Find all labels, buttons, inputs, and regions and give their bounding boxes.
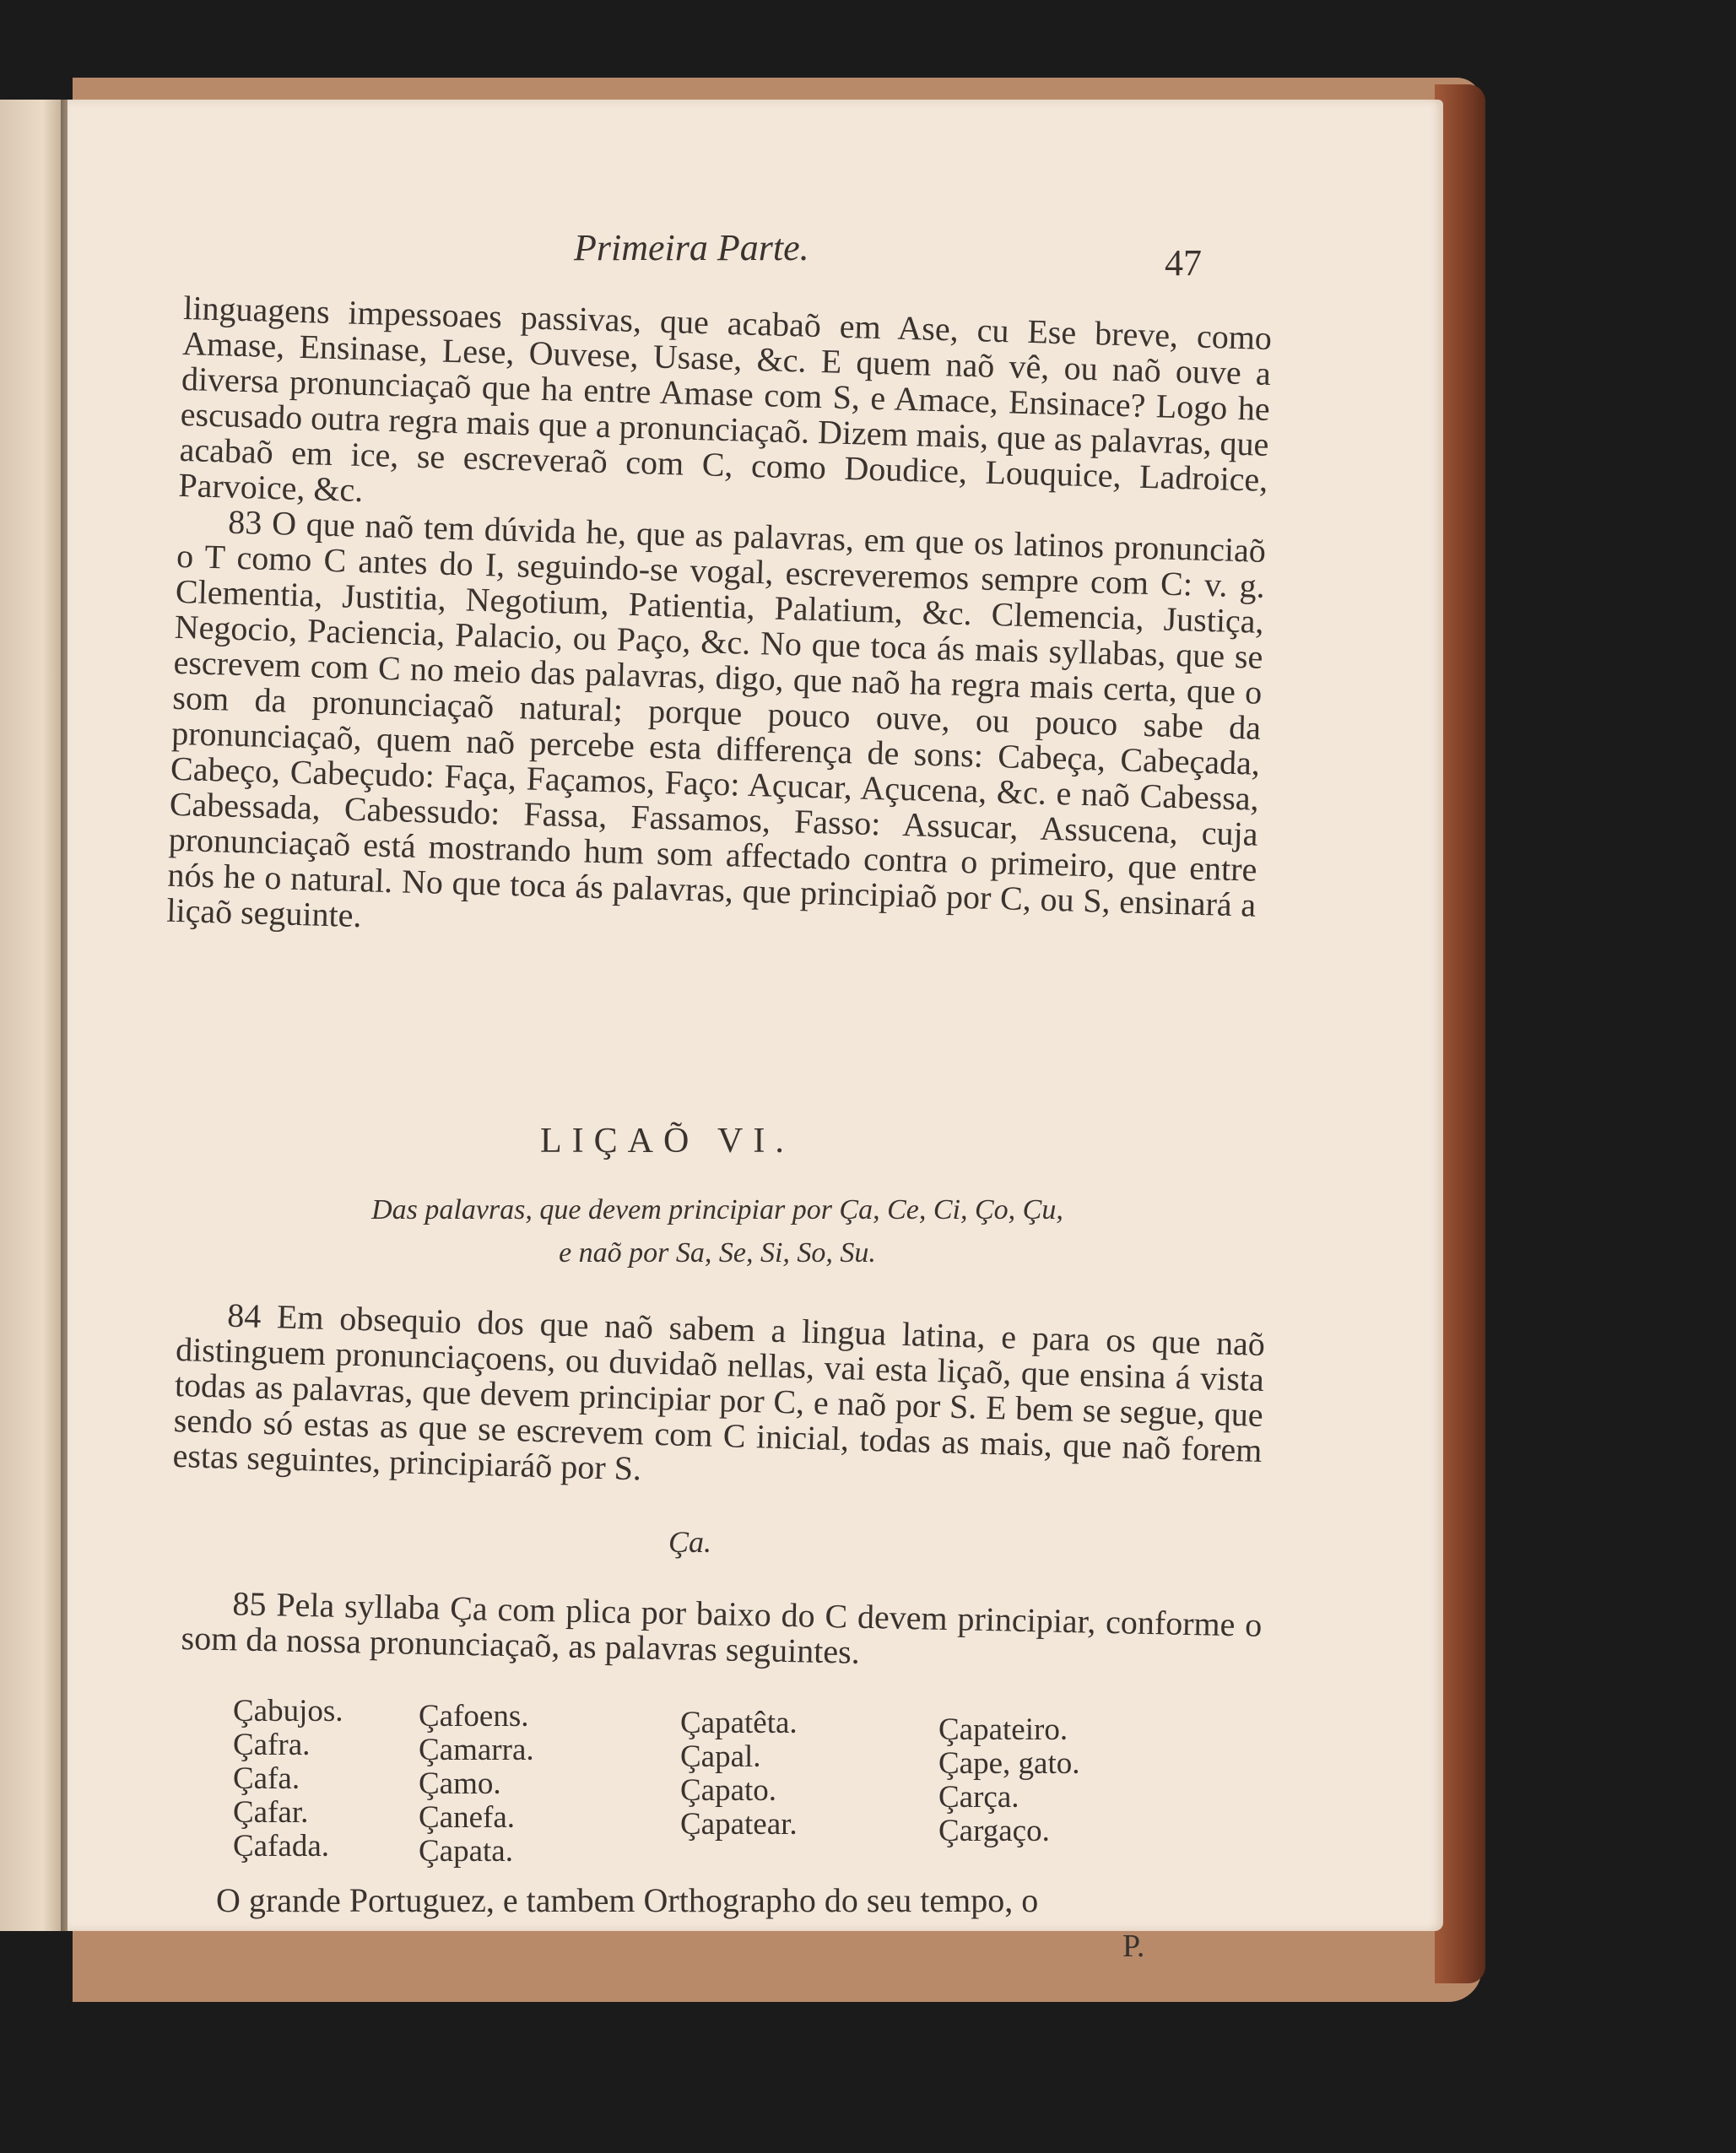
word-column (680, 1707, 798, 1842)
page-number: 47 (1165, 242, 1202, 284)
word-item: Çabujos. (233, 1694, 343, 1728)
word-item: Çarça. (938, 1779, 1019, 1815)
paragraph-84: 84 Em obsequio dos que naõ sabem a lingua latina, e para os que naõ distinguem pronunciaçoens, ou duvidaõ nellas, vai esta liçaõ, que ensina á vista todas as palavras, que devem principiar por C, e naõ por S. E bem se segue, que sendo só estas as que se escrevem com C inicial, todas as mais, que naõ forem estas seguintes, principiaráõ por S. (172, 1296, 1266, 1488)
facing-page-edge (0, 100, 61, 1931)
word-column (419, 1700, 534, 1869)
body-text-middle (172, 1296, 1265, 1504)
catchword: P. (1122, 1929, 1145, 1964)
section-mark: Ça. (668, 1525, 712, 1559)
word-item: Çamo. (419, 1766, 501, 1801)
word-item: Çapata. (419, 1833, 513, 1869)
word-item: Çanefa. (419, 1799, 516, 1835)
word-item: Çafada. (233, 1828, 330, 1864)
lesson-subtitle-line-1: Das palavras, que devem principiar por Ça, Ce, Ci, Ço, Çu, (371, 1194, 1063, 1225)
book-page (68, 100, 1443, 1964)
lesson-subtitle (211, 1188, 1224, 1274)
word-item: Çafoens. (419, 1699, 529, 1734)
page-header (68, 226, 1443, 285)
word-item: Çapato. (680, 1772, 777, 1808)
paragraph-85: 85 Pela syllaba Ça com plica por baixo do C devem principiar, conforme o som da nossa pronunciaçaõ, as palavras seguintes. (181, 1584, 1263, 1671)
word-item: Çapal. (680, 1739, 761, 1774)
word-column (233, 1695, 343, 1864)
running-head: Primeira Parte. (574, 227, 809, 268)
paragraph-83: 83 O que naõ tem dúvida he, que as palavras, em que os latinos pronunciaõ o T como C antes do I, seguindo-se vogal, escreveremos sempre com C: v. g. Clementia, Justitia, Negotium, Patientia, Palatium, &c. Clemencia, Justiça, Negocio, Paciencia, Palacio, ou Paço, &c. No que toca ás mais syllabas, que se escrevem com C no meio das palavras, digo, que naõ ha regra mais certa, que o som da pronunciaçaõ natural; porque pouco ouve, ou pouco sabe da pronunciaçaõ, quem naõ percebe esta differença de sons: Cabeça, Cabeçada, Cabeço, Cabeçudo: Faça, Façamos, Faço: Açucar, Açucena, &c. e naõ Cabessa, Cabessada, Cabessudo: Fassa, Fassamos, Fasso: Assucar, Assucena, cuja pronunciaçaõ está mostrando hum som affectado contra o primeiro, que entre nós he o natural. No que toca ás palavras, que principiaõ por C, ou S, ensinará a liçaõ seguinte. (165, 502, 1267, 935)
word-item: Çafar. (233, 1794, 309, 1830)
word-item: Çargaço. (938, 1813, 1050, 1848)
word-list (233, 1695, 1246, 1897)
word-item: Çapatêta. (680, 1706, 798, 1740)
word-column (938, 1713, 1079, 1848)
lesson-subtitle-line-2: e naõ por Sa, Se, Si, So, Su. (559, 1237, 876, 1269)
word-item: Çafa. (233, 1761, 300, 1796)
closing-line: O grande Portuguez, e tambem Orthographo do seu tempo, o (216, 1881, 1039, 1919)
word-item: Çapateiro. (938, 1712, 1068, 1747)
word-item: Çapatear. (680, 1806, 798, 1842)
lesson-heading: LIÇAÕ VI. (540, 1122, 794, 1160)
word-item: Çafra. (233, 1727, 311, 1762)
word-item: Çape, gato. (938, 1745, 1080, 1781)
word-item: Çamarra. (419, 1732, 534, 1767)
body-text-top (166, 290, 1273, 959)
paragraph-continuation: linguagens impessoaes passivas, que acabaõ em Ase, cu Ese breve, como Amase, Ensinase, Lese, Ouvese, Usase, &c. E quem naõ vê, ou naõ ouve a diversa pronunciaçaõ que ha entre Amase com S, e Amace, Ensinace? Logo he escusado outra regra mais que a pronunciaçaõ. Dizem mais, que as palavras, que acabaõ em ice, se escreveraõ com C, como Doudice, Louquice, Ladroice, Parvoice, &c. (177, 289, 1273, 510)
body-text-lower (181, 1585, 1262, 1679)
